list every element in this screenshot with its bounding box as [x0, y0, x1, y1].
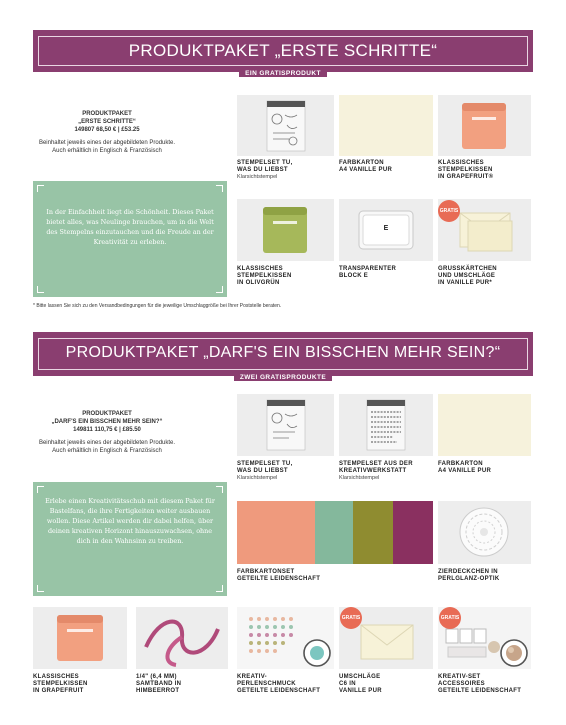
swatch-berry	[393, 501, 433, 564]
package-label: PRODUKTPAKET	[82, 111, 132, 117]
product-image-ink-pad-grapefruit	[438, 95, 531, 156]
caption-line: KREATIV-	[237, 674, 267, 680]
caption-stamp-set	[237, 160, 334, 181]
product-image-stamp-set-tu-was-du-liebst	[237, 394, 334, 456]
caption-line: A4 VANILLE PUR	[339, 167, 393, 173]
caption-note-cards	[438, 266, 531, 287]
caption-line: BLOCK E	[339, 273, 369, 279]
product-image-cardstock-assortment	[237, 501, 433, 564]
caption-line: ACCESSOIRES	[438, 681, 485, 687]
section2-subtitle-wrap	[33, 366, 533, 384]
note-line2: Auch erhältlich in Englisch & Französisch	[52, 448, 162, 454]
caption-desc: Klarsichtstempel	[339, 475, 380, 481]
caption-cardstock-assortment	[237, 569, 433, 583]
corner-tr	[216, 185, 223, 192]
price: 110,75 € | £85.50	[94, 427, 141, 433]
caption-line: IN VANILLE PUR*	[438, 280, 493, 286]
caption-line: IN GRAPEFRUIT®	[438, 174, 494, 180]
doily-image	[438, 501, 531, 564]
section2-description: Erlebe einen Kreativitätsschub mit diesem Paket für Bastelfans, die ihre Fertigkeiten weiter ausbauen wollen. Diese Artikel werden dir dabei helfen, über deinen kreativen Horizont hinauszuwachsen, ohne dich in den Wahnsinn zu treiben.	[45, 497, 215, 545]
caption-line: ZIERDECKCHEN IN	[438, 569, 498, 575]
ink-pad-olive-image	[237, 199, 334, 261]
caption-line: STEMPELKISSEN	[33, 681, 88, 687]
caption-line: A4 VANILLE PUR	[438, 468, 492, 474]
caption-pearls	[237, 674, 334, 695]
caption-line: KREATIVWERKSTATT	[339, 468, 407, 474]
stamp-set-image	[237, 394, 334, 456]
caption-line: KREATIV-SET	[438, 674, 481, 680]
caption-envelopes	[339, 674, 433, 695]
ink-pad-image	[33, 607, 127, 669]
item-number: 149807	[74, 127, 95, 133]
caption-stamp-set	[237, 461, 334, 482]
caption-line: UMSCHLÄGE	[339, 674, 381, 680]
caption-desc: Klarsichtstempel	[237, 174, 278, 180]
corner-bl	[37, 286, 44, 293]
caption-line: GRUSSKÄRTCHEN	[438, 266, 497, 272]
corner-bl	[37, 585, 44, 592]
caption-line: 1/4" (6,4 MM)	[136, 674, 177, 680]
section1-subtitle-wrap	[33, 62, 533, 80]
corner-tl	[37, 185, 44, 192]
caption-line: VANILLE PUR	[339, 688, 382, 694]
swatch-olive	[353, 501, 393, 564]
ink-pad-image	[438, 95, 531, 156]
section1-description: In der Einfachheit liegt die Schönheit. Dieses Paket bietet alles, was Neulinge brauchen, um in die Welt des Stempelns einzutauchen und die Freude an der Kreativität zu erleben.	[46, 208, 214, 246]
caption-line: PERLGLANZ-OPTIK	[438, 576, 500, 582]
caption-ink-pad-grapefruit	[33, 674, 127, 695]
section1-subtitle: EIN GRATISPRODUKT	[239, 70, 327, 77]
caption-line: IN GRAPEFRUIT	[33, 688, 84, 694]
product-image-clear-block	[339, 199, 433, 261]
package-price-line	[22, 126, 192, 134]
item-number: 149811	[73, 427, 93, 433]
caption-line: KLASSISCHES	[438, 160, 484, 166]
corner-br	[216, 585, 223, 592]
caption-desc: Klarsichtstempel	[237, 475, 278, 481]
package-price-line	[22, 426, 192, 434]
product-image-doilies	[438, 501, 531, 564]
section1-description-box	[33, 181, 227, 297]
caption-line: FARBKARTON	[339, 160, 384, 166]
corner-tr	[216, 486, 223, 493]
alphabet-stamp-image	[339, 394, 433, 456]
swatch-mint	[315, 501, 353, 564]
caption-accessories-kit	[438, 674, 531, 695]
caption-line: GETEILTE LEIDENSCHAFT	[237, 576, 321, 582]
gratis-badge: GRATIS	[439, 607, 461, 629]
caption-line: HIMBEERROT	[136, 688, 180, 694]
ribbon-image	[136, 607, 228, 669]
section2-description-box	[33, 482, 227, 596]
product-image-stamp-set-tu-was-du-liebst	[237, 95, 334, 156]
product-image-ink-pad-grapefruit	[33, 607, 127, 669]
section1-banner	[33, 30, 533, 77]
product-image-cardstock-vanilla	[438, 394, 531, 456]
caption-line: STEMPELSET TU,	[237, 160, 293, 166]
section2-title: PRODUKTPAKET „DARF'S EIN BISSCHEN MEHR SEIN?“	[65, 344, 501, 361]
note-line1: Beinhaltet jeweils eines der abgebildeten Produkte.	[38, 440, 176, 446]
section2-banner	[33, 332, 533, 381]
gratis-badge: GRATIS	[438, 200, 460, 222]
price: 68,50 € | £53.25	[96, 127, 140, 133]
caption-line: SAMTBAND IN	[136, 681, 182, 687]
product-image-cardstock-vanilla	[339, 95, 433, 156]
corner-tl	[37, 486, 44, 493]
note-line1: Beinhaltet jeweils eines der abgebildeten Produkte.	[38, 140, 176, 146]
caption-line: TRANSPARENTER	[339, 266, 397, 272]
caption-line: GETEILTE LEIDENSCHAFT	[237, 688, 321, 694]
caption-line: IN OLIVGRÜN	[237, 280, 280, 286]
product-image-ink-pad-olive	[237, 199, 334, 261]
caption-line: C6 IN	[339, 681, 356, 687]
caption-line: STEMPELKISSEN	[237, 273, 292, 279]
caption-velvet-ribbon	[136, 674, 228, 695]
pearls-image	[237, 607, 334, 669]
corner-br	[216, 286, 223, 293]
caption-cardstock	[438, 461, 531, 475]
caption-doilies	[438, 569, 531, 583]
caption-line: STEMPELKISSEN	[438, 167, 493, 173]
caption-stamp-set-kreativwerkstatt	[339, 461, 433, 482]
caption-line: FARBKARTONSET	[237, 569, 295, 575]
caption-line: PERLENSCHMUCK	[237, 681, 296, 687]
section1-info	[22, 110, 192, 155]
caption-line: WAS DU LIEBST	[237, 468, 288, 474]
package-name: „ERSTE SCHRITTE“	[78, 119, 136, 125]
caption-line: KLASSISCHES	[33, 674, 79, 680]
footnote: * Bitte lassen Sie sich zu den Versandbedingungen für die jeweilige Umschlaggröße bei Ihrer Poststelle beraten.	[33, 303, 282, 309]
note-line2: Auch erhältlich in Englisch & Französisch	[52, 148, 162, 154]
section2-subtitle: ZWEI GRATISPRODUKTE	[234, 374, 332, 381]
caption-line: STEMPELSET TU,	[237, 461, 293, 467]
package-name: „DARF'S EIN BISSCHEN MEHR SEIN?“	[51, 419, 163, 425]
caption-line: WAS DU LIEBST	[237, 167, 288, 173]
package-label: PRODUKTPAKET	[82, 411, 132, 417]
gratis-badge: GRATIS	[340, 607, 362, 629]
section1-title: PRODUKTPAKET „ERSTE SCHRITTE“	[128, 41, 438, 60]
caption-clear-block	[339, 266, 433, 280]
caption-ink-pad-grapefruit	[438, 160, 531, 181]
block-letter: E	[383, 225, 389, 232]
caption-ink-pad-olive	[237, 266, 334, 287]
caption-cardstock	[339, 160, 433, 174]
product-image-stamp-set-kreativwerkstatt	[339, 394, 433, 456]
caption-line: UND UMSCHLÄGE	[438, 273, 496, 279]
caption-line: STEMPELSET AUS DER	[339, 461, 413, 467]
caption-line: FARBKARTON	[438, 461, 483, 467]
stamp-set-image	[237, 95, 334, 156]
section2-info	[22, 410, 192, 455]
product-image-pearls	[237, 607, 334, 669]
product-image-velvet-ribbon	[136, 607, 228, 669]
caption-line: GETEILTE LEIDENSCHAFT	[438, 688, 522, 694]
caption-line: KLASSISCHES	[237, 266, 283, 272]
swatch-coral	[237, 501, 315, 564]
